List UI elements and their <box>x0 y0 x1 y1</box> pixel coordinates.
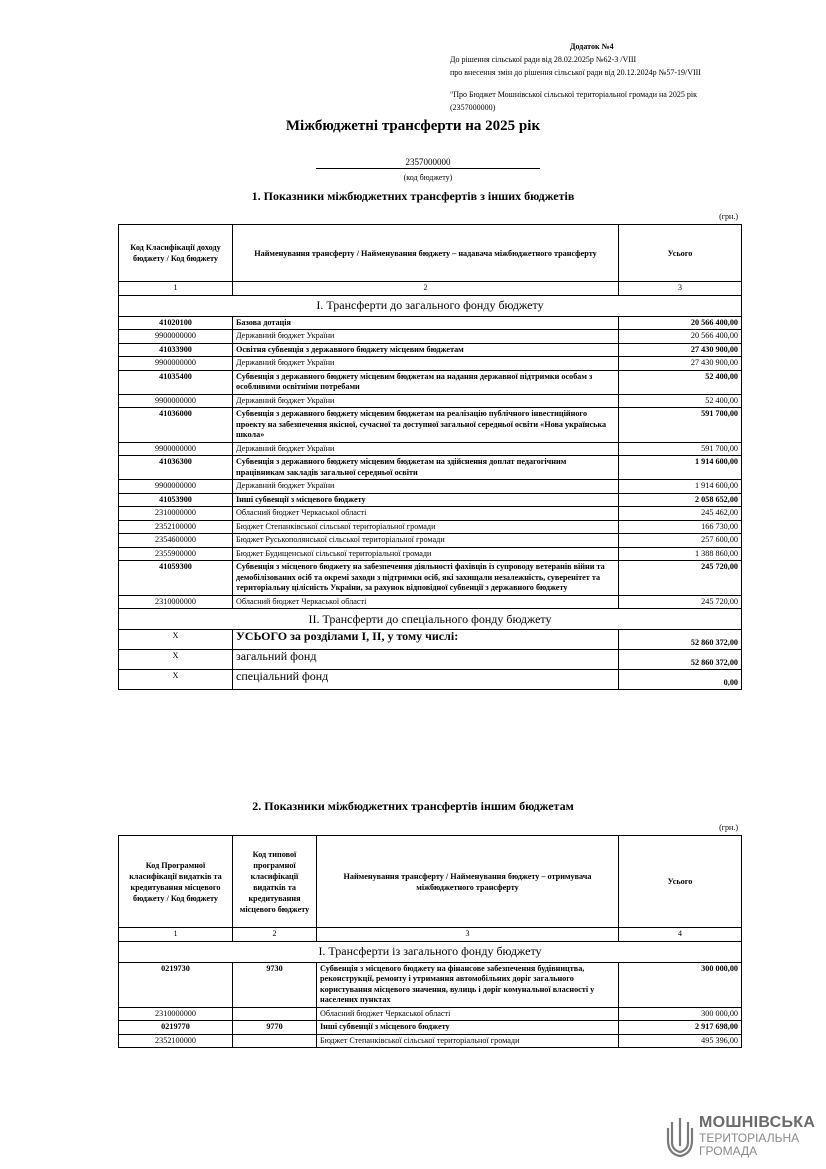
totals-label: спеціальний фонд <box>233 670 619 690</box>
col-header-total: Усього <box>619 225 742 282</box>
col-header-total: Усього <box>619 836 742 928</box>
annex-amendment-line: про внесення змін до рішення сільської ради від 20.12.2024р №57-19/VIII <box>450 68 701 77</box>
row-total: 52 400,00 <box>619 394 742 408</box>
annex-number: Додаток №4 <box>570 42 614 51</box>
section1-title: 1. Показники міжбюджетних трансфертів з інших бюджетів <box>251 189 575 203</box>
row-name: Державний бюджет України <box>233 357 619 371</box>
table-row <box>119 520 742 534</box>
section1-unit: (грн.) <box>719 212 738 221</box>
table-row <box>119 408 742 443</box>
outgoing-transfers-table <box>118 835 742 1048</box>
totals-code: X <box>119 630 233 650</box>
row-code: 9900000000 <box>119 480 233 494</box>
row-code: 9900000000 <box>119 442 233 456</box>
row-name: Державний бюджет України <box>233 480 619 494</box>
subheader-special-fund: II. Трансферти до спеціального фонду бюджету <box>119 609 742 630</box>
row-code: 41059300 <box>119 561 233 596</box>
table-row <box>119 370 742 394</box>
subheader-row <box>119 295 742 316</box>
row-type-code <box>233 1007 317 1021</box>
annex-header <box>450 40 780 114</box>
table-row <box>119 547 742 561</box>
table-row <box>119 357 742 371</box>
row-name: Субвенція з місцевого бюджету на фінансове забезпечення будівництва, реконструкції, ремонту і утримання автомобільних доріг загального користування місцевого значення, вулиць і доріг комунальної власності у населених пунктах <box>317 962 619 1007</box>
row-code: 9900000000 <box>119 394 233 408</box>
row-name: Субвенція з державного бюджету місцевим бюджетам на надання державної підтримки особам з особливими освітніми потребами <box>233 370 619 394</box>
column-number: 3 <box>619 282 742 296</box>
row-code: 9900000000 <box>119 330 233 344</box>
table-row <box>119 1021 742 1035</box>
column-number: 1 <box>119 928 233 942</box>
table-row <box>119 1034 742 1048</box>
row-total: 27 430 900,00 <box>619 357 742 371</box>
row-name: Субвенція з державного бюджету місцевим бюджетам на реалізацію публічного інвестиційного проекту на забезпечення якісної, сучасної та доступної загальної середньої освіти «Нова українська школа» <box>233 408 619 443</box>
row-name: Бюджет Будищенської сільської територіальної громади <box>233 547 619 561</box>
totals-row <box>119 670 742 690</box>
column-number: 3 <box>317 928 619 942</box>
row-name: Державний бюджет України <box>233 394 619 408</box>
totals-value: 0,00 <box>619 670 742 690</box>
table-row <box>119 456 742 480</box>
row-code: 9900000000 <box>119 357 233 371</box>
row-program-code: 2310000000 <box>119 1007 233 1021</box>
row-name: Освітня субвенція з державного бюджету місцевим бюджетам <box>233 343 619 357</box>
row-code: 41035400 <box>119 370 233 394</box>
table-row <box>119 561 742 596</box>
row-total: 27 430 900,00 <box>619 343 742 357</box>
table-row <box>119 493 742 507</box>
row-program-code: 2352100000 <box>119 1034 233 1048</box>
col-header-code: Код Класифікації доходу бюджету / Код бюджету <box>119 225 233 282</box>
row-total: 52 400,00 <box>619 370 742 394</box>
row-total: 166 730,00 <box>619 520 742 534</box>
row-code: 2352100000 <box>119 520 233 534</box>
column-number-row <box>119 282 742 296</box>
row-total: 1 388 860,00 <box>619 547 742 561</box>
row-total: 2 058 652,00 <box>619 493 742 507</box>
row-type-code <box>233 1034 317 1048</box>
table-row <box>119 534 742 548</box>
row-total: 257 600,00 <box>619 534 742 548</box>
row-total: 20 566 400,00 <box>619 316 742 330</box>
row-type-code: 9770 <box>233 1021 317 1035</box>
budget-code: 2357000000 <box>316 157 540 169</box>
row-code: 2355900000 <box>119 547 233 561</box>
annex-decision-line: До рішення сільської ради від 28.02.2025р №62-3 /VIII <box>450 55 637 64</box>
totals-label: загальний фонд <box>233 650 619 670</box>
row-total: 300 000,00 <box>619 962 742 1007</box>
row-code: 41036000 <box>119 408 233 443</box>
row-program-code: 0219770 <box>119 1021 233 1035</box>
row-code: 41053900 <box>119 493 233 507</box>
row-name: Субвенція з державного бюджету місцевим бюджетам на здійснення доплат педагогічним працівникам закладів загальної середньої освіти <box>233 456 619 480</box>
row-total: 20 566 400,00 <box>619 330 742 344</box>
logo-line-1: МОШНІВСЬКА <box>699 1114 816 1131</box>
row-name: Обласний бюджет Черкаської області <box>317 1007 619 1021</box>
row-code: 2354600000 <box>119 534 233 548</box>
row-total: 1 914 600,00 <box>619 480 742 494</box>
row-total: 591 700,00 <box>619 442 742 456</box>
subheader-row <box>119 941 742 962</box>
table-row <box>119 507 742 521</box>
row-total: 245 462,00 <box>619 507 742 521</box>
section2-unit: (грн.) <box>719 823 738 832</box>
row-total: 495 396,00 <box>619 1034 742 1048</box>
community-logo <box>666 1112 816 1162</box>
totals-row <box>119 650 742 670</box>
row-program-code: 0219730 <box>119 962 233 1007</box>
totals-value: 52 860 372,00 <box>619 650 742 670</box>
row-type-code: 9730 <box>233 962 317 1007</box>
incoming-transfers-table <box>118 224 742 690</box>
logo-line-2: ТЕРИТОРІАЛЬНА ГРОМАДА <box>699 1131 800 1158</box>
totals-row <box>119 630 742 650</box>
row-name: Субвенція з місцевого бюджету на забезпечення діяльності фахівців із супроводу ветеранів війни та демобілізованих осіб та окремі заходи з підтримки осіб, які захищали незалежність, суверенітет та територіальну цілісність України, за рахунок відповідної субвенції з державного бюджету <box>233 561 619 596</box>
table-row <box>119 330 742 344</box>
row-code: 41036300 <box>119 456 233 480</box>
row-total: 591 700,00 <box>619 408 742 443</box>
row-name: Обласний бюджет Черкаської області <box>233 595 619 609</box>
row-code: 41020100 <box>119 316 233 330</box>
row-total: 245 720,00 <box>619 561 742 596</box>
row-code: 2310000000 <box>119 595 233 609</box>
totals-label: УСЬОГО за розділами I, II, у тому числі: <box>233 630 619 650</box>
row-name: Обласний бюджет Черкаської області <box>233 507 619 521</box>
row-name: Інші субвенції з місцевого бюджету <box>317 1021 619 1035</box>
subheader-general-fund: I. Трансферти до загального фонду бюджету <box>119 295 742 316</box>
subheader-row <box>119 609 742 630</box>
table-row <box>119 343 742 357</box>
row-name: Державний бюджет України <box>233 330 619 344</box>
row-code: 41033900 <box>119 343 233 357</box>
table-row <box>119 962 742 1007</box>
row-name: Бюджет Степанківської сільської територіальної громади <box>233 520 619 534</box>
row-name: Базова дотація <box>233 316 619 330</box>
row-name: Державний бюджет України <box>233 442 619 456</box>
subheader-general-fund: I. Трансферти із загального фонду бюджету <box>119 941 742 962</box>
table-row <box>119 316 742 330</box>
totals-code: X <box>119 650 233 670</box>
annex-budget-line: "Про Бюджет Мошнівської сільської територіальної громади на 2025 рік <box>450 90 697 99</box>
row-code: 2310000000 <box>119 507 233 521</box>
annex-budget-code: (2357000000) <box>450 103 496 112</box>
row-name: Бюджет Руськополянської сільської територіальної громади <box>233 534 619 548</box>
col-header-program-code: Код Програмної класифікації видатків та кредитування місцевого бюджету / Код бюджету <box>119 836 233 928</box>
table-row <box>119 595 742 609</box>
column-number: 2 <box>233 282 619 296</box>
row-total: 300 000,00 <box>619 1007 742 1021</box>
totals-code: X <box>119 670 233 690</box>
col-header-name: Найменування трансферту / Найменування бюджету – отримувача міжбюджетного трансферту <box>317 836 619 928</box>
column-number: 2 <box>233 928 317 942</box>
row-total: 2 917 698,00 <box>619 1021 742 1035</box>
section2-title: 2. Показники міжбюджетних трансфертів іншим бюджетам <box>252 799 574 813</box>
column-number: 1 <box>119 282 233 296</box>
row-name: Інші субвенції з місцевого бюджету <box>233 493 619 507</box>
row-total: 1 914 600,00 <box>619 456 742 480</box>
totals-value: 52 860 372,00 <box>619 630 742 650</box>
table-row <box>119 394 742 408</box>
row-name: Бюджет Степанківської сільської територіальної громади <box>317 1034 619 1048</box>
trident-icon <box>666 1116 694 1158</box>
column-number: 4 <box>619 928 742 942</box>
budget-code-caption: (код бюджету) <box>403 173 453 182</box>
row-total: 245 720,00 <box>619 595 742 609</box>
table-row <box>119 1007 742 1021</box>
col-header-type-code: Код типової програмної класифікації видатків та кредитування місцевого бюджету <box>233 836 317 928</box>
table-row <box>119 442 742 456</box>
table-row <box>119 480 742 494</box>
col-header-name: Найменування трансферту / Найменування бюджету – надавача міжбюджетного трансферту <box>233 225 619 282</box>
page-title: Міжбюджетні трансферти на 2025 рік <box>285 118 541 134</box>
column-number-row <box>119 928 742 942</box>
